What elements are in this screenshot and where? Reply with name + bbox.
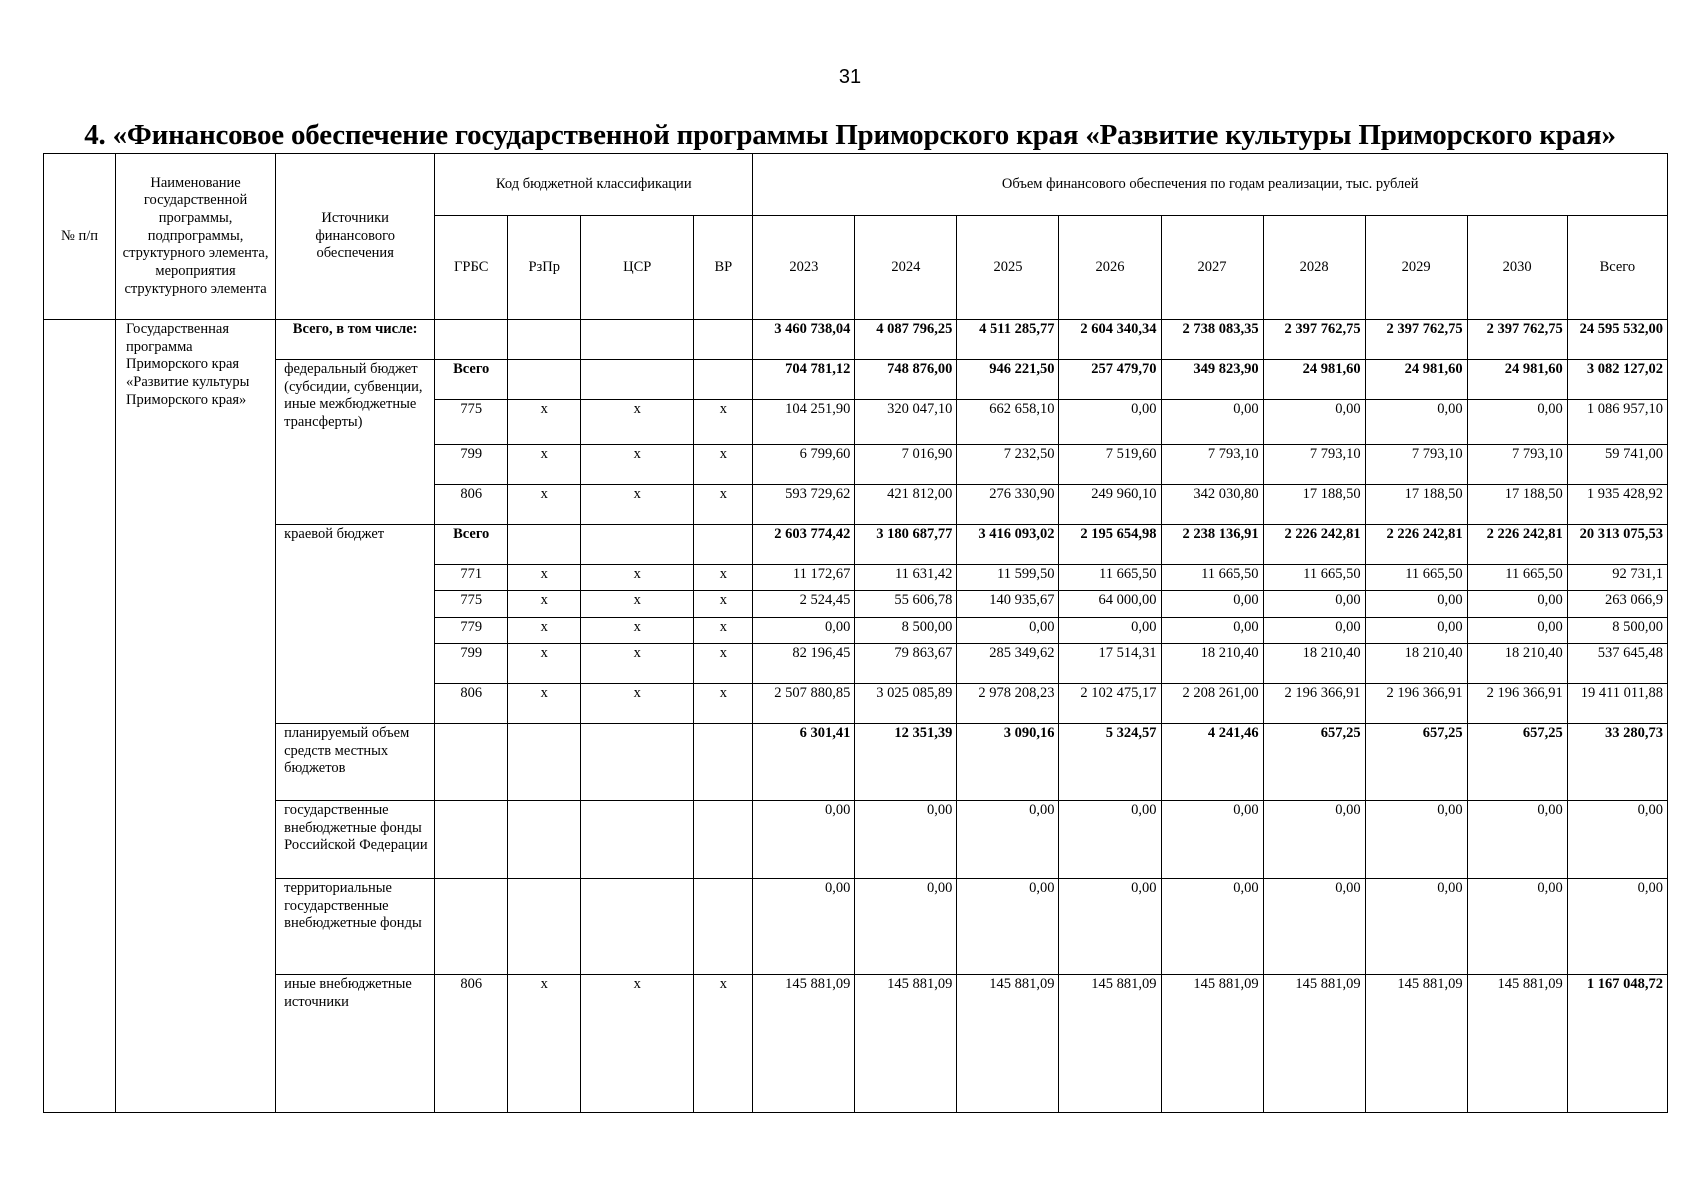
value-cell: 145 881,09 xyxy=(1365,975,1467,1113)
value-cell: 0,00 xyxy=(1161,400,1263,445)
table-row-territorial-funds xyxy=(44,879,1668,975)
header-num: № п/п xyxy=(44,154,116,320)
value-cell: 0,00 xyxy=(1365,618,1467,644)
vr-cell xyxy=(694,801,753,879)
vr-cell xyxy=(694,360,753,400)
value-cell: 7 793,10 xyxy=(1263,445,1365,485)
table-row-other xyxy=(44,975,1668,1113)
value-cell: 0,00 xyxy=(1059,801,1161,879)
value-cell: 8 500,00 xyxy=(855,618,957,644)
value-cell: 349 823,90 xyxy=(1161,360,1263,400)
value-cell: 11 172,67 xyxy=(753,565,855,591)
value-cell: 0,00 xyxy=(753,879,855,975)
value-cell: 285 349,62 xyxy=(957,644,1059,684)
value-cell: 7 793,10 xyxy=(1467,445,1567,485)
vr-cell: х xyxy=(694,565,753,591)
header-year: 2029 xyxy=(1365,216,1467,320)
table-row-federal-total xyxy=(44,360,1668,400)
value-cell: 704 781,12 xyxy=(753,360,855,400)
csr-cell xyxy=(581,360,694,400)
csr-cell: х xyxy=(581,400,694,445)
value-cell: 64 000,00 xyxy=(1059,591,1161,618)
financing-table xyxy=(43,153,1668,1113)
grbs-cell: 806 xyxy=(435,975,508,1113)
vr-cell: х xyxy=(694,684,753,724)
value-cell: 82 196,45 xyxy=(753,644,855,684)
value-cell: 0,00 xyxy=(1161,801,1263,879)
value-cell: 11 599,50 xyxy=(957,565,1059,591)
csr-cell xyxy=(581,724,694,801)
rzpr-cell: х xyxy=(508,445,581,485)
value-cell: 4 511 285,77 xyxy=(957,320,1059,360)
rzpr-cell: х xyxy=(508,400,581,445)
vr-cell: х xyxy=(694,644,753,684)
vr-cell xyxy=(694,879,753,975)
grbs-cell: 771 xyxy=(435,565,508,591)
csr-cell: х xyxy=(581,565,694,591)
vr-cell xyxy=(694,525,753,565)
header-year: 2025 xyxy=(957,216,1059,320)
value-cell: 12 351,39 xyxy=(855,724,957,801)
rzpr-cell: х xyxy=(508,684,581,724)
value-cell: 145 881,09 xyxy=(855,975,957,1113)
value-cell: 2 238 136,91 xyxy=(1161,525,1263,565)
value-cell: 946 221,50 xyxy=(957,360,1059,400)
value-cell: 2 226 242,81 xyxy=(1365,525,1467,565)
value-cell: 0,00 xyxy=(1467,400,1567,445)
grbs-cell: 779 xyxy=(435,618,508,644)
vr-cell xyxy=(694,724,753,801)
vr-cell: х xyxy=(694,975,753,1113)
value-cell: 0,00 xyxy=(753,801,855,879)
value-cell: 145 881,09 xyxy=(1263,975,1365,1113)
csr-cell: х xyxy=(581,684,694,724)
value-cell: 3 416 093,02 xyxy=(957,525,1059,565)
csr-cell: х xyxy=(581,618,694,644)
value-cell: 3 025 085,89 xyxy=(855,684,957,724)
value-cell: 263 066,9 xyxy=(1567,591,1667,618)
value-cell: 342 030,80 xyxy=(1161,485,1263,525)
rzpr-cell: х xyxy=(508,618,581,644)
value-cell: 0,00 xyxy=(1365,801,1467,879)
value-cell: 0,00 xyxy=(1467,591,1567,618)
grbs-cell: Всего xyxy=(435,525,508,565)
csr-cell: х xyxy=(581,644,694,684)
header-source: Источники финансового обеспечения xyxy=(276,154,435,320)
grbs-cell: 806 xyxy=(435,684,508,724)
value-cell: 0,00 xyxy=(1467,879,1567,975)
value-cell: 11 665,50 xyxy=(1365,565,1467,591)
header-csr: ЦСР xyxy=(581,216,694,320)
value-cell: 2 397 762,75 xyxy=(1467,320,1567,360)
rzpr-cell xyxy=(508,320,581,360)
value-cell: 0,00 xyxy=(1059,879,1161,975)
table-row-regional-total xyxy=(44,525,1668,565)
document-title: 4. «Финансовое обеспечение государственной программы Приморского края «Развитие культуры Приморского края» xyxy=(84,119,1616,151)
value-cell: 79 863,67 xyxy=(855,644,957,684)
value-cell: 145 881,09 xyxy=(1059,975,1161,1113)
csr-cell xyxy=(581,320,694,360)
value-cell: 662 658,10 xyxy=(957,400,1059,445)
source-total-label: Всего, в том числе: xyxy=(276,320,435,360)
value-cell: 0,00 xyxy=(753,618,855,644)
value-cell: 0,00 xyxy=(1263,801,1365,879)
value-cell: 20 313 075,53 xyxy=(1567,525,1667,565)
value-cell: 11 665,50 xyxy=(1059,565,1161,591)
value-cell: 11 665,50 xyxy=(1467,565,1567,591)
value-cell: 2 196 366,91 xyxy=(1263,684,1365,724)
csr-cell xyxy=(581,801,694,879)
value-cell: 276 330,90 xyxy=(957,485,1059,525)
header-kbk: Код бюджетной классификации xyxy=(435,154,753,216)
value-cell: 1 086 957,10 xyxy=(1567,400,1667,445)
vr-cell: х xyxy=(694,618,753,644)
value-cell: 1 167 048,72 xyxy=(1567,975,1667,1113)
grbs-cell: 799 xyxy=(435,445,508,485)
value-cell: 0,00 xyxy=(855,879,957,975)
vr-cell: х xyxy=(694,485,753,525)
value-cell: 0,00 xyxy=(957,618,1059,644)
grbs-cell xyxy=(435,801,508,879)
value-cell: 1 935 428,92 xyxy=(1567,485,1667,525)
csr-cell xyxy=(581,525,694,565)
value-cell: 2 196 366,91 xyxy=(1467,684,1567,724)
value-cell: 24 981,60 xyxy=(1467,360,1567,400)
vr-cell: х xyxy=(694,591,753,618)
value-cell: 11 665,50 xyxy=(1263,565,1365,591)
value-cell: 2 738 083,35 xyxy=(1161,320,1263,360)
csr-cell: х xyxy=(581,975,694,1113)
value-cell: 145 881,09 xyxy=(957,975,1059,1113)
value-cell: 11 631,42 xyxy=(855,565,957,591)
csr-cell: х xyxy=(581,445,694,485)
value-cell: 24 595 532,00 xyxy=(1567,320,1667,360)
vr-cell: х xyxy=(694,445,753,485)
value-cell: 2 226 242,81 xyxy=(1263,525,1365,565)
value-cell: 2 208 261,00 xyxy=(1161,684,1263,724)
value-cell: 145 881,09 xyxy=(753,975,855,1113)
num-cell xyxy=(44,320,116,1113)
value-cell: 657,25 xyxy=(1365,724,1467,801)
header-year: 2028 xyxy=(1263,216,1365,320)
value-cell: 18 210,40 xyxy=(1161,644,1263,684)
value-cell: 104 251,90 xyxy=(753,400,855,445)
value-cell: 0,00 xyxy=(1059,400,1161,445)
value-cell: 92 731,1 xyxy=(1567,565,1667,591)
value-cell: 3 090,16 xyxy=(957,724,1059,801)
header-year: 2027 xyxy=(1161,216,1263,320)
grbs-cell xyxy=(435,724,508,801)
value-cell: 17 188,50 xyxy=(1365,485,1467,525)
value-cell: 2 604 340,34 xyxy=(1059,320,1161,360)
value-cell: 3 180 687,77 xyxy=(855,525,957,565)
vr-cell: х xyxy=(694,400,753,445)
source-federal-label: федеральный бюджет (субсидии, субвенции, иные межбюджетные трансферты) xyxy=(276,360,435,525)
value-cell: 7 232,50 xyxy=(957,445,1059,485)
value-cell: 2 397 762,75 xyxy=(1365,320,1467,360)
rzpr-cell xyxy=(508,525,581,565)
csr-cell xyxy=(581,879,694,975)
value-cell: 7 793,10 xyxy=(1161,445,1263,485)
value-cell: 593 729,62 xyxy=(753,485,855,525)
value-cell: 2 603 774,42 xyxy=(753,525,855,565)
value-cell: 6 799,60 xyxy=(753,445,855,485)
value-cell: 5 324,57 xyxy=(1059,724,1161,801)
value-cell: 249 960,10 xyxy=(1059,485,1161,525)
value-cell: 24 981,60 xyxy=(1263,360,1365,400)
rzpr-cell xyxy=(508,724,581,801)
value-cell: 0,00 xyxy=(1567,879,1667,975)
grbs-cell: 799 xyxy=(435,644,508,684)
value-cell: 0,00 xyxy=(1467,801,1567,879)
value-cell: 17 514,31 xyxy=(1059,644,1161,684)
page-number: 31 xyxy=(838,66,862,88)
value-cell: 18 210,40 xyxy=(1263,644,1365,684)
value-cell: 0,00 xyxy=(957,801,1059,879)
value-cell: 257 479,70 xyxy=(1059,360,1161,400)
value-cell: 537 645,48 xyxy=(1567,644,1667,684)
value-cell: 0,00 xyxy=(1161,591,1263,618)
value-cell: 421 812,00 xyxy=(855,485,957,525)
table-row-total xyxy=(44,320,1668,360)
value-cell: 17 188,50 xyxy=(1263,485,1365,525)
rzpr-cell: х xyxy=(508,975,581,1113)
value-cell: 6 301,41 xyxy=(753,724,855,801)
header-volume: Объем финансового обеспечения по годам реализации, тыс. рублей xyxy=(753,154,1668,216)
source-other-label: иные внебюджетные источники xyxy=(276,975,435,1113)
value-cell: 748 876,00 xyxy=(855,360,957,400)
value-cell: 0,00 xyxy=(1263,879,1365,975)
grbs-cell xyxy=(435,879,508,975)
table-row-local xyxy=(44,724,1668,801)
source-territorial-funds-label: территориальные государственные внебюджетные фонды xyxy=(276,879,435,975)
grbs-cell: 775 xyxy=(435,591,508,618)
header-vr: ВР xyxy=(694,216,753,320)
header-name: Наименование государственной программы, подпрограммы, структурного элемента, мероприятия структурного элемента xyxy=(116,154,276,320)
value-cell: 11 665,50 xyxy=(1161,565,1263,591)
vr-cell xyxy=(694,320,753,360)
value-cell: 0,00 xyxy=(1161,879,1263,975)
value-cell: 8 500,00 xyxy=(1567,618,1667,644)
value-cell: 33 280,73 xyxy=(1567,724,1667,801)
value-cell: 4 087 796,25 xyxy=(855,320,957,360)
value-cell: 0,00 xyxy=(1059,618,1161,644)
header-grbs: ГРБС xyxy=(435,216,508,320)
value-cell: 55 606,78 xyxy=(855,591,957,618)
value-cell: 2 978 208,23 xyxy=(957,684,1059,724)
value-cell: 7 793,10 xyxy=(1365,445,1467,485)
value-cell: 24 981,60 xyxy=(1365,360,1467,400)
header-row-top xyxy=(44,154,1668,216)
rzpr-cell xyxy=(508,879,581,975)
value-cell: 657,25 xyxy=(1263,724,1365,801)
value-cell: 59 741,00 xyxy=(1567,445,1667,485)
value-cell: 18 210,40 xyxy=(1467,644,1567,684)
value-cell: 18 210,40 xyxy=(1365,644,1467,684)
value-cell: 145 881,09 xyxy=(1467,975,1567,1113)
rzpr-cell: х xyxy=(508,644,581,684)
value-cell: 17 188,50 xyxy=(1467,485,1567,525)
value-cell: 0,00 xyxy=(1365,591,1467,618)
value-cell: 657,25 xyxy=(1467,724,1567,801)
value-cell: 0,00 xyxy=(1365,879,1467,975)
header-year: 2030 xyxy=(1467,216,1567,320)
grbs-cell: 806 xyxy=(435,485,508,525)
rzpr-cell: х xyxy=(508,485,581,525)
value-cell: 0,00 xyxy=(1567,801,1667,879)
rzpr-cell xyxy=(508,801,581,879)
grbs-cell: Всего xyxy=(435,360,508,400)
table-row-state-funds xyxy=(44,801,1668,879)
value-cell: 0,00 xyxy=(1467,618,1567,644)
rzpr-cell: х xyxy=(508,591,581,618)
header-year: 2023 xyxy=(753,216,855,320)
value-cell: 3 082 127,02 xyxy=(1567,360,1667,400)
program-name: Государственная программа Приморского края «Развитие культуры Приморского края» xyxy=(116,320,276,1113)
value-cell: 19 411 011,88 xyxy=(1567,684,1667,724)
source-state-funds-label: государственные внебюджетные фонды Российской Федерации xyxy=(276,801,435,879)
grbs-cell: 775 xyxy=(435,400,508,445)
grbs-cell xyxy=(435,320,508,360)
source-regional-label: краевой бюджет xyxy=(276,525,435,724)
rzpr-cell: х xyxy=(508,565,581,591)
value-cell: 2 196 366,91 xyxy=(1365,684,1467,724)
value-cell: 0,00 xyxy=(855,801,957,879)
value-cell: 0,00 xyxy=(1161,618,1263,644)
value-cell: 0,00 xyxy=(1365,400,1467,445)
value-cell: 140 935,67 xyxy=(957,591,1059,618)
value-cell: 2 507 880,85 xyxy=(753,684,855,724)
value-cell: 4 241,46 xyxy=(1161,724,1263,801)
source-local-label: планируемый объем средств местных бюджетов xyxy=(276,724,435,801)
header-rzpr: РзПр xyxy=(508,216,581,320)
value-cell: 2 524,45 xyxy=(753,591,855,618)
value-cell: 2 195 654,98 xyxy=(1059,525,1161,565)
header-year: 2026 xyxy=(1059,216,1161,320)
value-cell: 320 047,10 xyxy=(855,400,957,445)
csr-cell: х xyxy=(581,485,694,525)
csr-cell: х xyxy=(581,591,694,618)
value-cell: 2 226 242,81 xyxy=(1467,525,1567,565)
header-year: 2024 xyxy=(855,216,957,320)
value-cell: 3 460 738,04 xyxy=(753,320,855,360)
value-cell: 0,00 xyxy=(1263,618,1365,644)
value-cell: 2 102 475,17 xyxy=(1059,684,1161,724)
value-cell: 7 519,60 xyxy=(1059,445,1161,485)
rzpr-cell xyxy=(508,360,581,400)
value-cell: 0,00 xyxy=(1263,591,1365,618)
value-cell: 7 016,90 xyxy=(855,445,957,485)
value-cell: 2 397 762,75 xyxy=(1263,320,1365,360)
value-cell: 0,00 xyxy=(957,879,1059,975)
value-cell: 145 881,09 xyxy=(1161,975,1263,1113)
value-cell: 0,00 xyxy=(1263,400,1365,445)
header-total: Всего xyxy=(1567,216,1667,320)
